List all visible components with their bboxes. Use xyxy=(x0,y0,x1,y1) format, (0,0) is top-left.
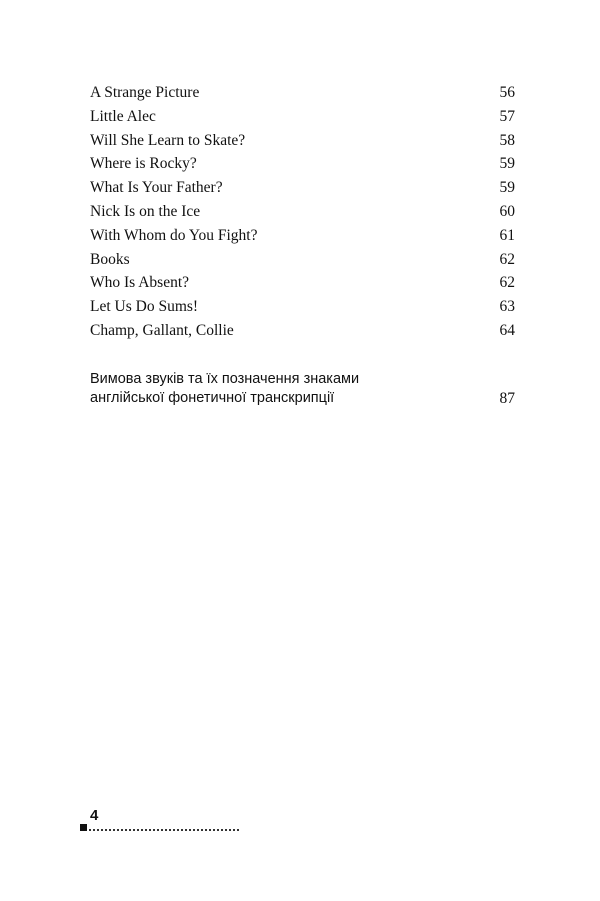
toc-entry-title: Who Is Absent? xyxy=(90,274,190,292)
page-number: 4 xyxy=(90,807,99,824)
toc-entry-title: Let Us Do Sums! xyxy=(90,298,199,316)
appendix-page: 87 xyxy=(499,390,515,407)
toc-entry[interactable] xyxy=(90,176,515,200)
toc-entry[interactable] xyxy=(90,81,515,105)
toc-entry-page: 60 xyxy=(499,202,515,220)
toc-entry-page: 64 xyxy=(499,321,515,339)
toc-entry-title: Where is Rocky? xyxy=(90,155,197,173)
toc-entry-title: What Is Your Father? xyxy=(90,179,223,197)
toc-entry[interactable] xyxy=(90,248,515,272)
toc-entry-page: 57 xyxy=(499,107,515,125)
toc-entry-page: 56 xyxy=(499,84,515,101)
toc-entry-page: 59 xyxy=(499,179,515,197)
appendix-title xyxy=(90,370,359,408)
toc-entry-page: 63 xyxy=(499,298,515,316)
toc-entry-page: 62 xyxy=(499,250,515,268)
page-footer xyxy=(80,808,240,832)
toc-entry[interactable] xyxy=(90,271,515,295)
toc-entry-title: Nick Is on the Ice xyxy=(90,202,201,220)
toc-entry-title: With Whom do You Fight? xyxy=(90,226,258,244)
toc-entry-title: Champ, Gallant, Collie xyxy=(90,321,234,339)
toc-entry-title: A Strange Picture xyxy=(90,84,200,101)
toc-appendix-entry[interactable] xyxy=(90,370,515,408)
toc-entry-page: 62 xyxy=(499,274,515,292)
appendix-title-line-1: Вимова звуків та їх позначення знаками xyxy=(90,371,360,387)
toc-entry-page: 61 xyxy=(499,226,515,244)
toc-entry[interactable] xyxy=(90,200,515,224)
table-of-contents xyxy=(90,81,515,343)
appendix-title-line-2: англійської фонетичної транскрипції xyxy=(90,390,335,406)
toc-entry-title: Books xyxy=(90,250,130,268)
toc-entry[interactable] xyxy=(90,152,515,176)
toc-entry[interactable] xyxy=(90,129,515,153)
toc-entry-page: 59 xyxy=(499,155,515,173)
toc-entry-title: Will She Learn to Skate? xyxy=(90,131,246,149)
toc-entry[interactable] xyxy=(90,295,515,319)
toc-entry-title: Little Alec xyxy=(90,107,156,125)
footer-square-marker xyxy=(80,824,87,831)
toc-entry[interactable] xyxy=(90,224,515,248)
toc-entry[interactable] xyxy=(90,105,515,129)
footer-dotted-rule xyxy=(89,829,239,831)
toc-entry-page: 58 xyxy=(499,131,515,149)
toc-entry[interactable] xyxy=(90,319,515,343)
